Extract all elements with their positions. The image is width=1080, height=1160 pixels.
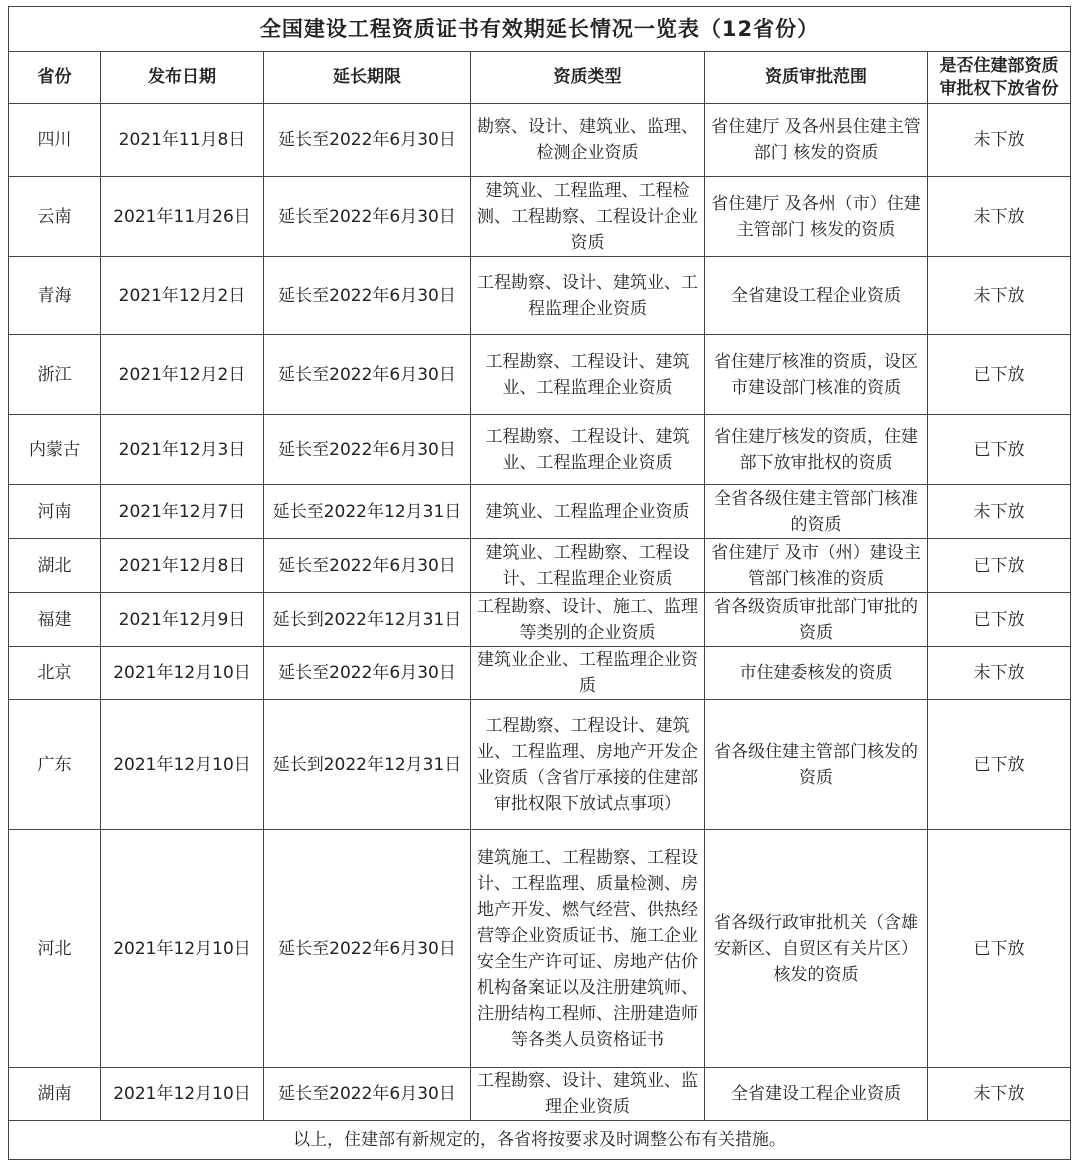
cell-delegated: 未下放 xyxy=(928,177,1071,257)
cell-qualification-type: 工程勘察、工程设计、建筑业、工程监理企业资质 xyxy=(471,415,705,485)
cell-province: 浙江 xyxy=(9,335,101,415)
cell-extension-period: 延长至2022年6月30日 xyxy=(264,539,471,593)
cell-publish-date: 2021年12月7日 xyxy=(101,485,264,539)
header-delegated: 是否住建部资质审批权下放省份 xyxy=(928,52,1071,104)
cell-approval-scope: 全省各级住建主管部门核准的资质 xyxy=(705,485,928,539)
cell-publish-date: 2021年12月2日 xyxy=(101,335,264,415)
table-row xyxy=(9,1068,1071,1121)
header-province: 省份 xyxy=(9,52,101,104)
cell-extension-period: 延长至2022年6月30日 xyxy=(264,257,471,335)
cell-qualification-type: 建筑业、工程勘察、工程设计、工程监理企业资质 xyxy=(471,539,705,593)
table-body xyxy=(9,104,1071,1121)
cell-delegated: 已下放 xyxy=(928,415,1071,485)
cell-province: 云南 xyxy=(9,177,101,257)
cell-extension-period: 延长至2022年6月30日 xyxy=(264,104,471,177)
cell-extension-period: 延长至2022年6月30日 xyxy=(264,830,471,1068)
cell-extension-period: 延长到2022年12月31日 xyxy=(264,593,471,647)
cell-delegated: 已下放 xyxy=(928,539,1071,593)
cell-extension-period: 延长至2022年6月30日 xyxy=(264,415,471,485)
cell-qualification-type: 工程勘察、设计、施工、监理等类别的企业资质 xyxy=(471,593,705,647)
cell-approval-scope: 省住建厅 及市（州）建设主管部门核准的资质 xyxy=(705,539,928,593)
table-row xyxy=(9,700,1071,830)
cell-approval-scope: 省住建厅 及各州县住建主管部门 核发的资质 xyxy=(705,104,928,177)
table-row xyxy=(9,257,1071,335)
cell-qualification-type: 工程勘察、工程设计、建筑业、工程监理、房地产开发企业资质（含省厅承接的住建部审批权限下放试点事项） xyxy=(471,700,705,830)
cell-delegated: 未下放 xyxy=(928,257,1071,335)
cell-province: 内蒙古 xyxy=(9,415,101,485)
cell-publish-date: 2021年12月3日 xyxy=(101,415,264,485)
table-row xyxy=(9,830,1071,1068)
cell-qualification-type: 建筑业、工程监理企业资质 xyxy=(471,485,705,539)
cell-approval-scope: 省各级住建主管部门核发的资质 xyxy=(705,700,928,830)
table-footer-note: 以上，住建部有新规定的，各省将按要求及时调整公布有关措施。 xyxy=(9,1121,1071,1160)
cell-qualification-type: 工程勘察、设计、建筑业、监理企业资质 xyxy=(471,1068,705,1121)
cell-delegated: 已下放 xyxy=(928,335,1071,415)
cell-delegated: 已下放 xyxy=(928,700,1071,830)
cell-province: 福建 xyxy=(9,593,101,647)
header-qualification-type: 资质类型 xyxy=(471,52,705,104)
header-extension-period: 延长期限 xyxy=(264,52,471,104)
cell-province: 河北 xyxy=(9,830,101,1068)
cell-approval-scope: 省各级资质审批部门审批的资质 xyxy=(705,593,928,647)
table-row xyxy=(9,104,1071,177)
document-sheet xyxy=(8,6,1070,1160)
cell-qualification-type: 建筑施工、工程勘察、工程设计、工程监理、质量检测、房地产开发、燃气经营、供热经营等企业资质证书、施工企业安全生产许可证、房地产估价机构备案证以及注册建筑师、注册结构工程师、注册建造师等各类人员资格证书 xyxy=(471,830,705,1068)
cell-publish-date: 2021年12月10日 xyxy=(101,830,264,1068)
cell-delegated: 未下放 xyxy=(928,485,1071,539)
cell-publish-date: 2021年12月2日 xyxy=(101,257,264,335)
cell-approval-scope: 全省建设工程企业资质 xyxy=(705,1068,928,1121)
header-approval-scope: 资质审批范围 xyxy=(705,52,928,104)
cell-publish-date: 2021年12月10日 xyxy=(101,700,264,830)
qualification-table xyxy=(8,6,1071,1160)
cell-qualification-type: 工程勘察、设计、建筑业、工程监理企业资质 xyxy=(471,257,705,335)
table-row xyxy=(9,415,1071,485)
table-row xyxy=(9,593,1071,647)
cell-province: 湖南 xyxy=(9,1068,101,1121)
cell-extension-period: 延长至2022年6月30日 xyxy=(264,1068,471,1121)
cell-qualification-type: 工程勘察、工程设计、建筑业、工程监理企业资质 xyxy=(471,335,705,415)
cell-approval-scope: 全省建设工程企业资质 xyxy=(705,257,928,335)
table-row xyxy=(9,485,1071,539)
cell-publish-date: 2021年11月8日 xyxy=(101,104,264,177)
cell-province: 青海 xyxy=(9,257,101,335)
cell-delegated: 未下放 xyxy=(928,1068,1071,1121)
cell-publish-date: 2021年12月10日 xyxy=(101,647,264,700)
table-title: 全国建设工程资质证书有效期延长情况一览表（12省份） xyxy=(9,7,1071,52)
cell-approval-scope: 省住建厅核准的资质，设区市建设部门核准的资质 xyxy=(705,335,928,415)
table-row xyxy=(9,335,1071,415)
cell-extension-period: 延长至2022年6月30日 xyxy=(264,335,471,415)
cell-approval-scope: 市住建委核发的资质 xyxy=(705,647,928,700)
cell-delegated: 未下放 xyxy=(928,104,1071,177)
cell-delegated: 已下放 xyxy=(928,830,1071,1068)
cell-delegated: 未下放 xyxy=(928,647,1071,700)
cell-extension-period: 延长至2022年12月31日 xyxy=(264,485,471,539)
cell-qualification-type: 勘察、设计、建筑业、监理、检测企业资质 xyxy=(471,104,705,177)
cell-extension-period: 延长到2022年12月31日 xyxy=(264,700,471,830)
cell-extension-period: 延长至2022年6月30日 xyxy=(264,177,471,257)
cell-publish-date: 2021年12月9日 xyxy=(101,593,264,647)
cell-approval-scope: 省各级行政审批机关（含雄安新区、自贸区有关片区）核发的资质 xyxy=(705,830,928,1068)
cell-delegated: 已下放 xyxy=(928,593,1071,647)
cell-approval-scope: 省住建厅 及各州（市）住建主管部门 核发的资质 xyxy=(705,177,928,257)
cell-publish-date: 2021年12月10日 xyxy=(101,1068,264,1121)
cell-province: 湖北 xyxy=(9,539,101,593)
header-row xyxy=(9,52,1071,104)
cell-qualification-type: 建筑业企业、工程监理企业资质 xyxy=(471,647,705,700)
table-row xyxy=(9,539,1071,593)
cell-province: 四川 xyxy=(9,104,101,177)
header-publish-date: 发布日期 xyxy=(101,52,264,104)
cell-province: 广东 xyxy=(9,700,101,830)
cell-province: 北京 xyxy=(9,647,101,700)
cell-publish-date: 2021年11月26日 xyxy=(101,177,264,257)
cell-approval-scope: 省住建厅核发的资质，住建部下放审批权的资质 xyxy=(705,415,928,485)
cell-extension-period: 延长至2022年6月30日 xyxy=(264,647,471,700)
table-row xyxy=(9,647,1071,700)
cell-publish-date: 2021年12月8日 xyxy=(101,539,264,593)
table-row xyxy=(9,177,1071,257)
cell-province: 河南 xyxy=(9,485,101,539)
cell-qualification-type: 建筑业、工程监理、工程检测、工程勘察、工程设计企业资质 xyxy=(471,177,705,257)
